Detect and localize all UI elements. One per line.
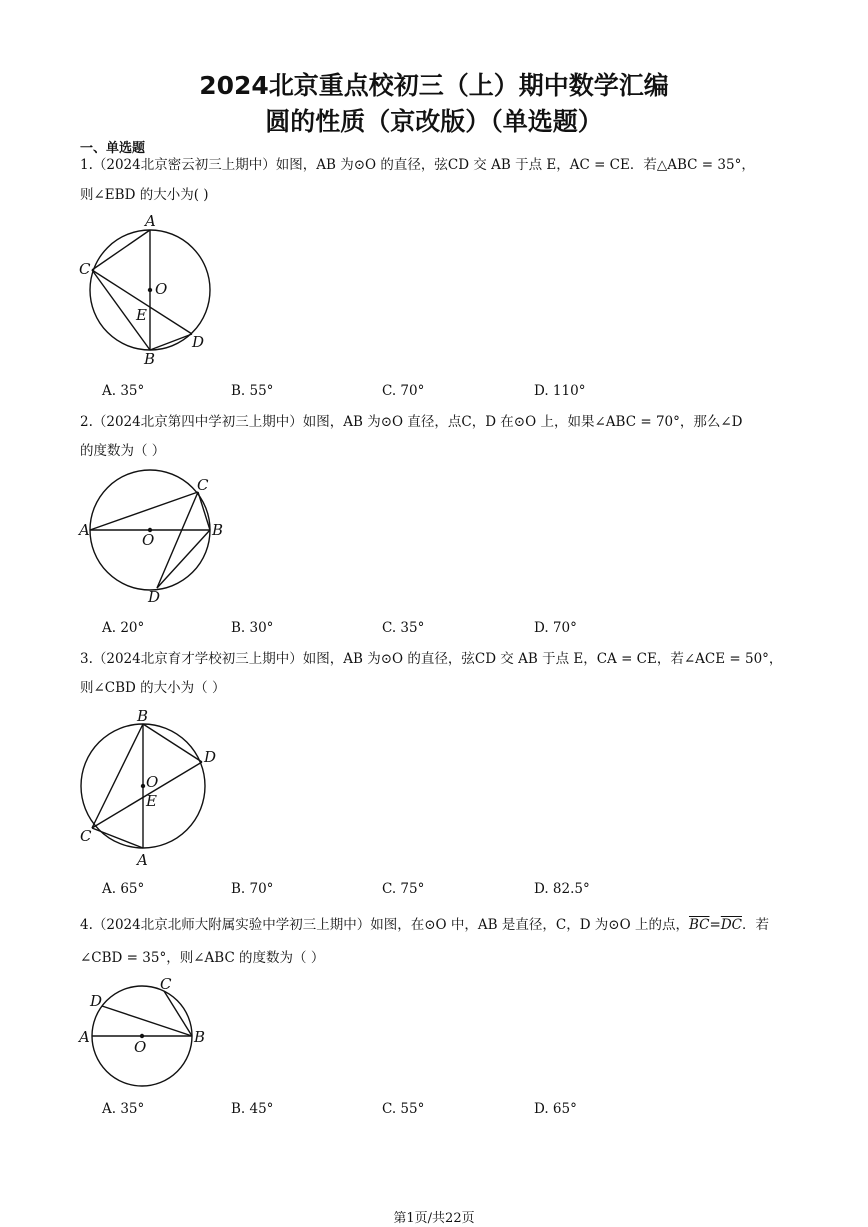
- q4-text-post: ．若: [741, 917, 769, 933]
- page-title-line1: 2024北京重点校初三（上）期中数学汇编: [199, 71, 669, 100]
- question-2-line1: 2.（2024北京第四中学初三上期中）如图，AB 为⊙O 直径，点C，D 在⊙O 上，如果∠ABC = 70°，那么∠D: [80, 414, 743, 430]
- question-1-line1: 1.（2024北京密云初三上期中）如图，AB 为⊙O 的直径，弦CD 交 AB 于点 E，AC = CE．若△ABC = 35°，: [80, 157, 755, 173]
- q2-option-a[interactable]: A. 20°: [102, 620, 145, 636]
- q2-option-d[interactable]: D. 70°: [534, 620, 577, 636]
- q4-option-a[interactable]: A. 35°: [102, 1101, 145, 1117]
- q1-option-a[interactable]: A. 35°: [102, 383, 145, 399]
- q1-label-o: O: [155, 280, 168, 298]
- q2-option-c[interactable]: C. 35°: [382, 620, 425, 636]
- q3-option-b[interactable]: B. 70°: [231, 881, 274, 897]
- q3-label-c: C: [80, 827, 92, 845]
- q3-option-c[interactable]: C. 75°: [382, 881, 425, 897]
- q3-label-o: O: [146, 773, 159, 791]
- q2-label-a: A: [79, 521, 90, 539]
- q4-label-b: B: [194, 1028, 206, 1046]
- q1-label-d: D: [192, 333, 205, 351]
- q3-label-a: A: [137, 851, 148, 869]
- q2-label-c: C: [197, 476, 209, 494]
- q1-label-c: C: [79, 260, 91, 278]
- q4-text-pre: 4.（2024北京北师大附属实验中学初三上期中）如图，在⊙O 中，AB 是直径，C，D 为⊙O 上的点，: [80, 917, 689, 933]
- question-2-figure: [76, 468, 236, 608]
- question-4-figure: [76, 976, 226, 1092]
- q4-option-d[interactable]: D. 65°: [534, 1101, 577, 1117]
- q4-label-a: A: [79, 1028, 90, 1046]
- q4-option-c[interactable]: C. 55°: [382, 1101, 425, 1117]
- q1-label-b: B: [144, 350, 156, 368]
- q4-label-o: O: [134, 1038, 147, 1056]
- q3-label-e: E: [146, 792, 157, 810]
- section-heading: 一、单选题: [80, 141, 146, 156]
- q2-label-b: B: [212, 521, 224, 539]
- q3-option-d[interactable]: D. 82.5°: [534, 881, 590, 897]
- question-4-line1: [80, 910, 795, 940]
- q4-arc-dc: $\overline{DC}$: [720, 917, 742, 933]
- q1-option-d[interactable]: D. 110°: [534, 383, 586, 399]
- question-3-line2: 则∠CBD 的大小为（ ）: [80, 680, 226, 696]
- q1-option-b[interactable]: B. 55°: [231, 383, 274, 399]
- page-footer: 第1页/共22页: [393, 1211, 475, 1226]
- q4-arc-bc: $\overline{BC}$: [688, 917, 710, 933]
- page-title-line2: 圆的性质（京改版）（单选题）: [265, 107, 603, 136]
- q2-label-o: O: [142, 531, 155, 549]
- q2-option-b[interactable]: B. 30°: [231, 620, 274, 636]
- q1-label-a: A: [145, 212, 156, 230]
- question-4-line2: ∠CBD = 35°，则∠ABC 的度数为（ ）: [80, 950, 325, 966]
- q2-label-d: D: [148, 588, 161, 606]
- q3-label-d: D: [204, 748, 217, 766]
- question-3-figure: [76, 704, 226, 870]
- q1-label-e: E: [136, 306, 147, 324]
- q4-label-c: C: [160, 976, 172, 993]
- question-1-line2: 则∠EBD 的大小为( ): [80, 187, 209, 203]
- q4-label-d: D: [90, 992, 103, 1010]
- question-1-figure: [76, 212, 226, 372]
- q3-label-b: B: [137, 707, 149, 725]
- question-3-line1: 3.（2024北京育才学校初三上期中）如图，AB 为⊙O 的直径，弦CD 交 AB 于点 E，CA = CE，若∠ACE = 50°，: [80, 651, 783, 667]
- q4-arc-equals: =: [709, 917, 721, 933]
- q1-option-c[interactable]: C. 70°: [382, 383, 425, 399]
- q3-option-a[interactable]: A. 65°: [102, 881, 145, 897]
- question-2-line2: 的度数为（ ）: [80, 443, 166, 459]
- q4-option-b[interactable]: B. 45°: [231, 1101, 274, 1117]
